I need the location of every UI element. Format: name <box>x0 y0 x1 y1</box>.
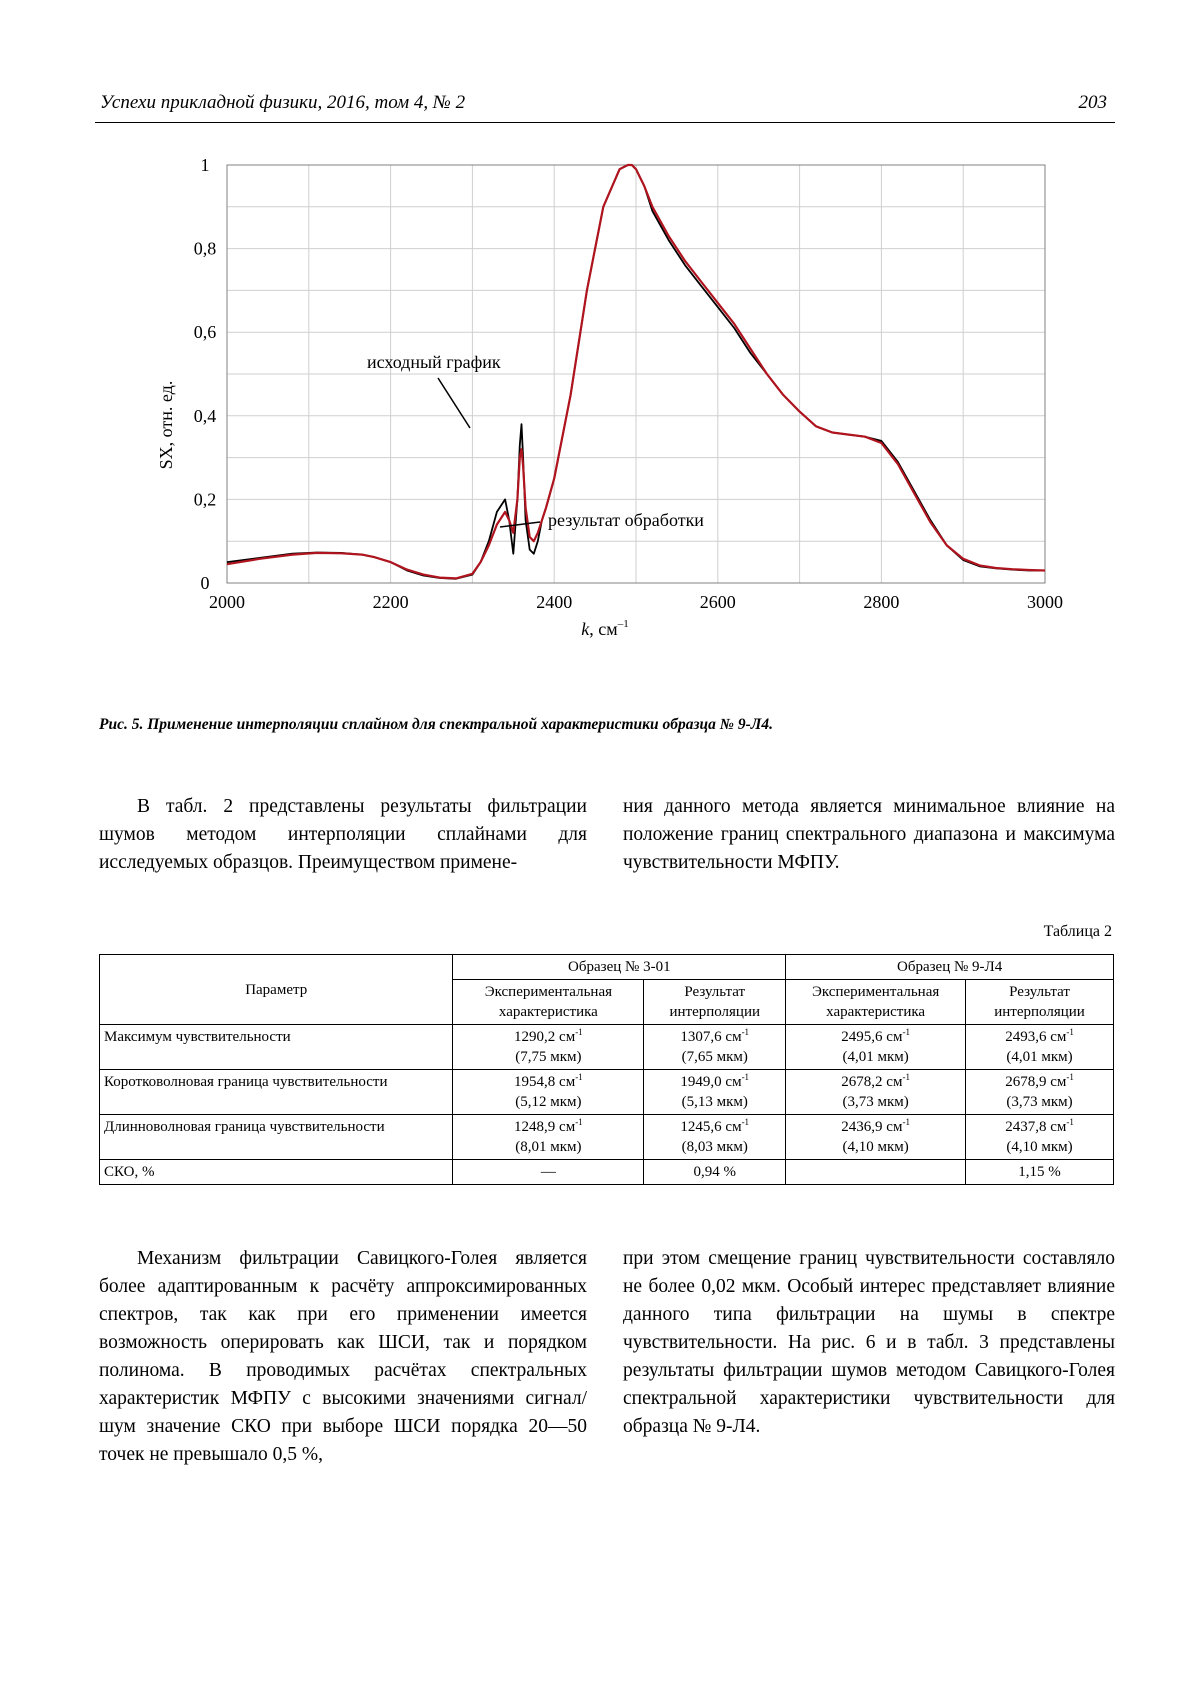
x-tick-label: 3000 <box>1027 592 1063 612</box>
subheader-exp-2: Экспериментальная характеристика <box>786 980 966 1025</box>
table-header-row <box>100 955 1114 980</box>
y-tick-label: 0,2 <box>193 489 217 510</box>
cell: 1245,6 $см^{-1}$ (8,03 мкм) <box>644 1115 786 1160</box>
y-axis-label: SX, отн. ед. <box>156 380 176 470</box>
paragraph-right-1-text: ния данного метода является минимальное влияние на положение границ спектрального диапазона и максимума чувствительности МФПУ. <box>623 796 1115 873</box>
subheader-res-2: Результат интерполяции <box>966 980 1114 1025</box>
paragraph-left-2-text: Механизм фильтрации Савицкого-Голея является более адаптированным к расчёту аппроксимированных спектров, так как при его применении имеется возможность оперировать как ШСИ, так и порядком полинома. В проводимых расчётах спектральных характеристик МФПУ с высокими значениями сигнал/шум значение СКО при выборе ШСИ порядка 20—50 точек не превышало 0,5 %, <box>99 1248 587 1465</box>
y-tick-labels <box>194 155 217 593</box>
table-row <box>100 1115 1114 1160</box>
cell: 1307,6 $см^{-1}$ (7,65 мкм) <box>644 1025 786 1070</box>
x-tick-label: 2200 <box>372 592 409 612</box>
row-param: Максимум чувствительности <box>100 1025 453 1070</box>
y-tick-label: 0,8 <box>193 238 217 259</box>
cell: 1949,0 $см^{-1}$ (5,13 мкм) <box>644 1070 786 1115</box>
row-param: Длинноволновая граница чувствительности <box>100 1115 453 1160</box>
table-row-sko <box>100 1160 1114 1185</box>
cell: 1248,9 $см^{-1}$ (8,01 мкм) <box>453 1115 644 1160</box>
cell: 2493,6 $см^{-1}$ (4,01 мкм) <box>966 1025 1114 1070</box>
table-row <box>100 1070 1114 1115</box>
cell: 2437,8 $см^{-1}$ (4,10 мкм) <box>966 1115 1114 1160</box>
cell: 1,15 % <box>966 1160 1114 1185</box>
annotation-arrow-original <box>438 378 470 428</box>
cell: — <box>453 1160 644 1185</box>
row-param: СКО, % <box>100 1160 453 1185</box>
x-axis-label-main: k <box>581 619 590 639</box>
cell: 1290,2 $см^{-1}$ (7,75 мкм) <box>453 1025 644 1070</box>
x-tick-label: 2800 <box>863 592 900 612</box>
cell: 2678,2 $см^{-1}$ (3,73 мкм) <box>786 1070 966 1115</box>
paragraph-left-1 <box>99 793 587 877</box>
x-tick-label: 2000 <box>209 592 245 612</box>
spectral-chart <box>150 155 1063 700</box>
y-tick-label: 0 <box>200 573 210 593</box>
cell: 0,94 % <box>644 1160 786 1185</box>
results-table <box>99 954 1114 1185</box>
x-axis-label-sup: –1 <box>617 618 629 630</box>
paragraph-left-1-text: В табл. 2 представлены результаты фильтрации шумов методом интерполяции сплайнами для исследуемых образцов. Преимуществом примене- <box>99 796 587 873</box>
x-tick-labels <box>209 592 1063 612</box>
paragraph-right-1 <box>623 793 1115 877</box>
table-row <box>100 1025 1114 1070</box>
subheader-exp-1: Экспериментальная характеристика <box>453 980 644 1025</box>
figure-caption: Рис. 5. Применение интерполяции сплайном для спектральной характеристики образца № 9-Л4. <box>99 716 774 733</box>
header-sample-2: Образец № 9-Л4 <box>786 955 1114 980</box>
annotation-original: исходный график <box>367 352 501 372</box>
cell <box>786 1160 966 1185</box>
row-param: Коротковолновая граница чувствительности <box>100 1070 453 1115</box>
journal-title: Успехи прикладной физики, 2016, том 4, № 2 <box>100 92 466 113</box>
cell: 2495,6 $см^{-1}$ (4,01 мкм) <box>786 1025 966 1070</box>
cell: 2436,9 $см^{-1}$ (4,10 мкм) <box>786 1115 966 1160</box>
annotation-arrow-result <box>500 522 540 527</box>
y-tick-label: 0,6 <box>193 322 217 343</box>
y-tick-label: 1 <box>200 155 210 175</box>
table-title: Таблица 2 <box>1043 923 1112 940</box>
x-axis-label-unit: , см <box>589 619 618 639</box>
cell: 1954,8 $см^{-1}$ (5,12 мкм) <box>453 1070 644 1115</box>
header-sample-1: Образец № 3-01 <box>453 955 786 980</box>
x-tick-label: 2600 <box>699 592 736 612</box>
running-header <box>95 92 1115 123</box>
x-tick-label: 2400 <box>536 592 573 612</box>
annotation-result: результат обработки <box>548 510 704 530</box>
paragraph-left-2 <box>99 1245 587 1469</box>
subheader-res-1: Результат интерполяции <box>644 980 786 1025</box>
header-param: Параметр <box>100 955 453 1025</box>
cell: 2678,9 $см^{-1}$ (3,73 мкм) <box>966 1070 1114 1115</box>
x-axis-label <box>581 618 628 639</box>
paragraph-right-2 <box>623 1245 1115 1441</box>
page-number: 203 <box>1078 92 1107 113</box>
paragraph-right-2-text: при этом смещение границ чувствительности составляло не более 0,02 мкм. Особый интерес представляет влияние данного типа фильтрации на шумы в спектре чувствительности. На рис. 6 и в табл. 3 представлены результаты фильтрации шумов методом Савицкого-Голея спектральной характеристики чувствительности для образца № 9-Л4. <box>623 1248 1115 1437</box>
y-tick-label: 0,4 <box>193 405 217 426</box>
